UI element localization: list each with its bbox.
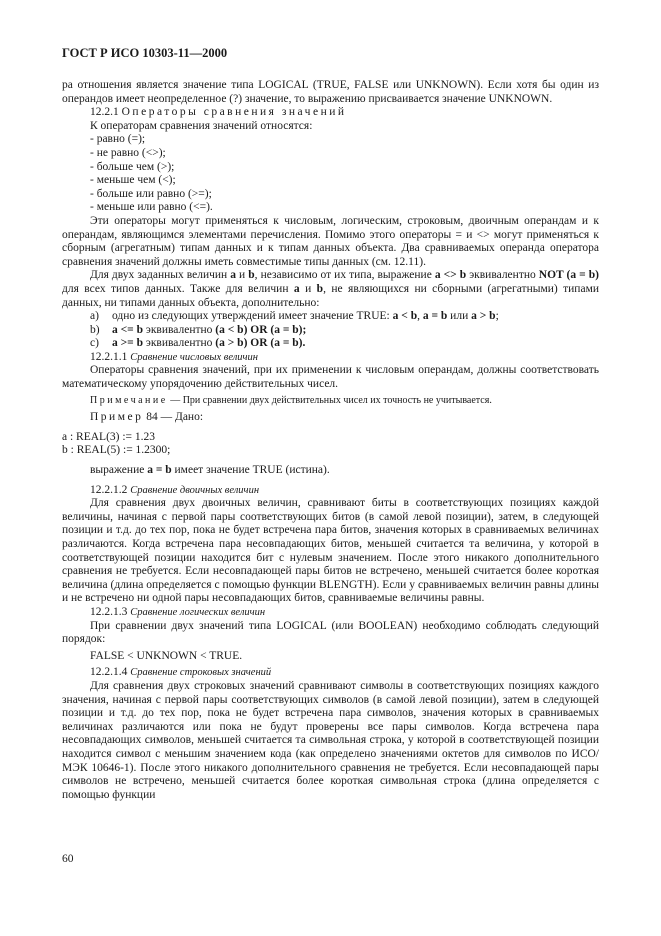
text: и bbox=[236, 269, 249, 282]
section-heading-12-2-1-3 bbox=[62, 606, 599, 620]
text: b bbox=[316, 282, 324, 295]
paragraph bbox=[62, 464, 599, 478]
paragraph: Эти операторы могут применяться к числовым, логическим, строковым, двоичным операндам и к операндам, являющимся элементами перечисления. Помимо этого операторы = и <> могут применяться к сборным (агрегатным) типам данных и к типам данных объекта. Два сравниваемых операнда оператора сравнения значений должны иметь совместимые типы данных (см. 12.11). bbox=[62, 214, 599, 268]
list-item bbox=[62, 324, 599, 338]
text: a <> b bbox=[434, 269, 467, 282]
section-title: Операторы сравнения значений bbox=[121, 106, 347, 119]
text: эквивалентно bbox=[466, 269, 539, 282]
text: одно из следующих утверждений имеет значение TRUE: bbox=[112, 310, 393, 323]
list-item bbox=[62, 337, 599, 351]
section-title: Сравнение числовых величин bbox=[130, 351, 259, 363]
text: эквивалентно bbox=[143, 323, 216, 336]
list-marker: b) bbox=[90, 323, 100, 336]
page-number: 60 bbox=[62, 853, 74, 865]
text: a >= b bbox=[112, 337, 144, 350]
section-heading-12-2-1-2 bbox=[62, 484, 599, 498]
paragraph bbox=[62, 269, 599, 310]
paragraph: При сравнении двух значений типа LOGICAL (или BOOLEAN) необходимо соблюдать следующий порядок: bbox=[62, 619, 599, 646]
list-marker: a) bbox=[90, 310, 99, 323]
list-item bbox=[62, 310, 599, 324]
section-number: 12.2.1.2 bbox=[90, 483, 128, 496]
text: a < b bbox=[392, 310, 418, 323]
text: b bbox=[248, 269, 255, 282]
section-title: Сравнение логических величин bbox=[130, 606, 266, 618]
text: a bbox=[293, 282, 300, 295]
paragraph: FALSE < UNKNOWN < TRUE. bbox=[90, 649, 243, 662]
list-item: - меньше чем (<); bbox=[90, 174, 176, 187]
list-item: - равно (=); bbox=[90, 133, 146, 146]
code-line: b : REAL(5) := 1.2300; bbox=[62, 444, 171, 457]
text: (a < b) OR (a = b); bbox=[215, 323, 307, 336]
text: a > b bbox=[471, 310, 496, 323]
note-text: — При сравнении двух действительных чисел их точность не учитывается. bbox=[167, 394, 492, 406]
list-item: - не равно (<>); bbox=[90, 146, 166, 159]
list-item: - больше чем (>); bbox=[90, 160, 175, 173]
section-number: 12.2.1.4 bbox=[90, 666, 128, 679]
text: a = b bbox=[422, 310, 448, 323]
section-number: 12.2.1.3 bbox=[90, 605, 128, 618]
text: (a > b) OR (a = b). bbox=[215, 337, 306, 350]
text: a = b bbox=[147, 464, 172, 477]
page-body bbox=[62, 79, 599, 802]
paragraph: Для сравнения двух строковых значений сравнивают символы в соответствующих позициях каждого значения, начиная с первой пары соответствующих символов (в самой левой позиции), затем в следующей позиции и т.д. до тех пор, пока не будет встречена пара символов, значения которых в сравниваемых величинах различаются или пока не будут проверены все пары символов. Когда встречена пара несовпадающих символов, меньшей считается та символьная строка, у которой в соответствующей позиции находится символ с меньшим значением кода (как определено значениями октетов для символов по ИСО/МЭК 10646-1). После этого никакого дополнительного сравнения не требуется. Если несовпадающей пары символов не встречено, меньшей считается более короткая символьная строка (длина определяется с помощью функции bbox=[62, 679, 599, 801]
text: или bbox=[447, 310, 472, 323]
note-label: Примечание bbox=[90, 394, 168, 406]
list-marker: c) bbox=[90, 337, 99, 350]
text: для всех типов данных. Также для величин bbox=[62, 282, 294, 295]
text: , bbox=[417, 310, 423, 323]
section-number: 12.2.1 bbox=[90, 106, 119, 119]
example-label: Пример bbox=[90, 411, 144, 424]
text: Для двух заданных величин bbox=[90, 269, 231, 282]
example bbox=[62, 411, 599, 425]
document-header: ГОСТ Р ИСО 10303-11—2000 bbox=[62, 46, 228, 60]
note bbox=[62, 394, 599, 408]
text: , не являющихся ни сборными (агрегатными) типами данных, ни типами данных объекта, дополнительно: bbox=[62, 282, 599, 309]
paragraph: ра отношения является значение типа LOGICAL (TRUE, FALSE или UNKNOWN). Если хотя бы один из операндов имеет неопределенное (?) значение, то выражению присваивается значение UNKNOWN. bbox=[62, 79, 599, 105]
section-heading-12-2-1-4 bbox=[62, 666, 599, 680]
text: выражение bbox=[90, 464, 148, 477]
code-line: a : REAL(3) := 1.23 bbox=[62, 430, 156, 443]
paragraph: Для сравнения двух двоичных величин, сравнивают биты в соответствующих позициях каждой величины, начиная с первой пары соответствующих битов (в самой левой позиции), затем, в следующей позиции и т.д. до тех пор, пока не будет встречена пара битов, значения которых в сравниваемых величинах различаются. Когда встречена пара несовпадающих битов, меньшей считается та величина, у которой в соответствующей позиции находится бит с нулевым значением. После этого никакого дополнительного сравнения не требуется. Если несовпадающей пары битов не встречено, меньшей считается более короткая величина (длина определяется с помощью функции BLENGTH). Если у сравниваемых величин равны длины и не встречено ни одной пары несовпадающих битов, сравниваемые величины равны. bbox=[62, 497, 599, 605]
text: a <= b bbox=[112, 323, 144, 336]
text: a bbox=[230, 269, 237, 282]
example-text: 84 — Дано: bbox=[143, 411, 204, 424]
section-title: Сравнение строковых значений bbox=[130, 667, 272, 679]
section-number: 12.2.1.1 bbox=[90, 350, 128, 363]
list-item: - меньше или равно (<=). bbox=[90, 201, 213, 214]
text: ; bbox=[495, 310, 499, 323]
text: , независимо от их типа, выражение bbox=[254, 269, 435, 282]
section-title: Сравнение двоичных величин bbox=[130, 484, 260, 496]
text: эквивалентно bbox=[143, 337, 216, 350]
text: NOT (a = b) bbox=[538, 269, 599, 282]
section-heading-12-2-1-1 bbox=[62, 351, 599, 365]
section-heading-12-2-1 bbox=[62, 106, 599, 120]
text: имеет значение TRUE (истина). bbox=[171, 464, 330, 477]
paragraph: К операторам сравнения значений относятся: bbox=[90, 119, 313, 132]
paragraph: Операторы сравнения значений, при их применении к числовым операндам, должны соответствовать математическому упорядочению действительных чисел. bbox=[62, 364, 599, 391]
list-item: - больше или равно (>=); bbox=[90, 187, 212, 200]
text: и bbox=[299, 282, 317, 295]
